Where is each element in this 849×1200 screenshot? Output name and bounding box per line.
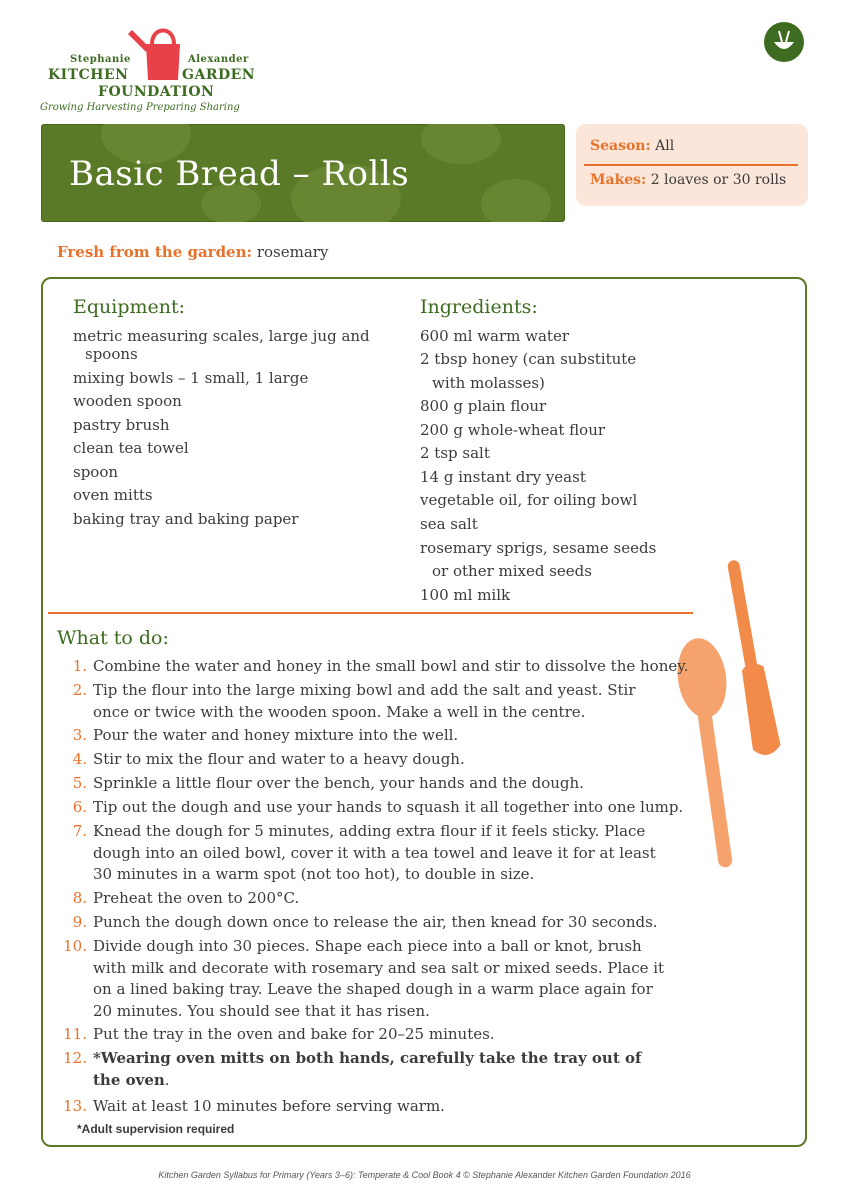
step-number: 3.: [72, 726, 87, 744]
makes-line: [590, 172, 786, 188]
ingredients-heading: Ingredients:: [420, 296, 538, 318]
step-text: Pour the water and honey mixture into the well.: [93, 726, 459, 744]
footer-copyright: Kitchen Garden Syllabus for Primary (Years 3–6): Temperate & Cool Book 4 © Stephanie Alexander Kitchen Garden Foundation 2016: [158, 1170, 691, 1180]
equipment-item: pastry brush: [73, 416, 170, 434]
what-to-do-heading: What to do:: [57, 627, 169, 649]
step-number: 12.: [63, 1049, 87, 1067]
step-text: Punch the dough down once to release the air, then knead for 30 seconds.: [93, 913, 658, 931]
makes-value: 2 loaves or 30 rolls: [650, 172, 787, 188]
ingredient-item: or other mixed seeds: [432, 562, 592, 580]
ingredient-item: sea salt: [420, 515, 478, 533]
step-text: Sprinkle a little flour over the bench, your hands and the dough.: [93, 774, 584, 792]
step-number: 7.: [72, 822, 87, 840]
ingredient-item: rosemary sprigs, sesame seeds: [420, 539, 657, 557]
ingredient-item: with molasses): [432, 374, 545, 392]
ingredient-item: 200 g whole-wheat flour: [420, 421, 606, 439]
foundation-logo: [40, 22, 270, 122]
ingredient-item: 2 tsp salt: [420, 444, 490, 462]
fresh-label: Fresh from the garden:: [57, 243, 253, 261]
ingredient-item: 2 tbsp honey (can substitute: [420, 350, 637, 368]
season-line: [590, 138, 674, 154]
step-text: Stir to mix the flour and water to a heavy dough.: [93, 750, 465, 768]
equipment-item: metric measuring scales, large jug and: [73, 327, 370, 345]
step-number: 2.: [72, 681, 87, 699]
equipment-item: baking tray and baking paper: [73, 510, 299, 528]
logo-line2a: KITCHEN: [48, 67, 129, 83]
step-text-after: .: [164, 1070, 170, 1089]
season-divider: [584, 164, 798, 166]
utensils-illustration: [670, 548, 790, 878]
ingredient-item: 800 g plain flour: [420, 397, 547, 415]
step-number: 10.: [63, 937, 87, 955]
step-number: 9.: [72, 913, 87, 931]
step-bold-text: *Wearing oven mitts on both hands, carefully take the tray out of the oven: [93, 1049, 642, 1089]
equipment-heading: Equipment:: [73, 296, 186, 318]
fresh-value: rosemary: [256, 243, 329, 261]
step-item: [57, 680, 677, 724]
step-text: Combine the water and honey in the small bowl and stir to dissolve the honey.: [93, 657, 689, 675]
step-number: 4.: [72, 750, 87, 768]
equipment-item: oven mitts: [73, 486, 153, 504]
step-text: Wait at least 10 minutes before serving warm.: [93, 1097, 445, 1115]
equipment-item: spoon: [73, 463, 119, 481]
page-title: Basic Bread – Rolls: [69, 154, 410, 194]
logo-line3: FOUNDATION: [98, 84, 215, 100]
step-text: Put the tray in the oven and bake for 20–25 minutes.: [93, 1025, 495, 1043]
makes-label: Makes:: [590, 172, 647, 188]
equipment-item: mixing bowls – 1 small, 1 large: [73, 369, 309, 387]
equipment-item: wooden spoon: [73, 392, 182, 410]
ingredient-item: 600 ml warm water: [420, 327, 569, 345]
fresh-from-garden: [57, 243, 328, 261]
step-text: Preheat the oven to 200°C.: [93, 889, 300, 907]
step-item: [57, 656, 689, 678]
ingredient-item: 14 g instant dry yeast: [420, 468, 586, 486]
season-value: All: [655, 138, 675, 154]
equipment-item: spoons: [85, 345, 138, 363]
logo-line2b: GARDEN: [182, 67, 256, 83]
step-number: 5.: [72, 774, 87, 792]
step-text: [93, 1048, 653, 1091]
step-text: Tip the flour into the large mixing bowl and add the salt and yeast. Stir once or twice with the wooden spoon. Make a well in the centre.: [93, 681, 636, 721]
logo-tagline: Growing Harvesting Preparing Sharing: [40, 102, 240, 113]
step-text: Knead the dough for 5 minutes, adding extra flour if it feels sticky. Place dough into an oiled bowl, cover it with a tea towel and leave it for at least 30 minutes in a warm spot (not too hot), to double in size.: [93, 822, 656, 883]
ingredient-item: vegetable oil, for oiling bowl: [420, 491, 638, 509]
bowl-icon: [764, 22, 804, 62]
step-number: 1.: [72, 657, 87, 675]
step-number: 11.: [63, 1025, 87, 1043]
ingredient-item: 100 ml milk: [420, 586, 511, 604]
season-label: Season:: [590, 138, 651, 154]
step-number: 13.: [63, 1097, 87, 1115]
logo-line1a: Stephanie: [70, 54, 131, 65]
step-text: Divide dough into 30 pieces. Shape each piece into a ball or knot, brush with milk and decorate with rosemary and sea salt or mixed seeds. Place it on a lined baking tray. Leave the shaped dough in a warm place again for 20 minutes. You should see that it has risen.: [93, 937, 665, 1020]
title-banner: [41, 124, 565, 222]
step-number: 8.: [72, 889, 87, 907]
equipment-item: clean tea towel: [73, 439, 189, 457]
step-number: 6.: [72, 798, 87, 816]
adult-supervision-note: *Adult supervision required: [77, 1122, 235, 1136]
logo-line1b: Alexander: [188, 54, 249, 65]
section-divider: [48, 612, 693, 614]
step-text: Tip out the dough and use your hands to squash it all together into one lump.: [93, 798, 684, 816]
